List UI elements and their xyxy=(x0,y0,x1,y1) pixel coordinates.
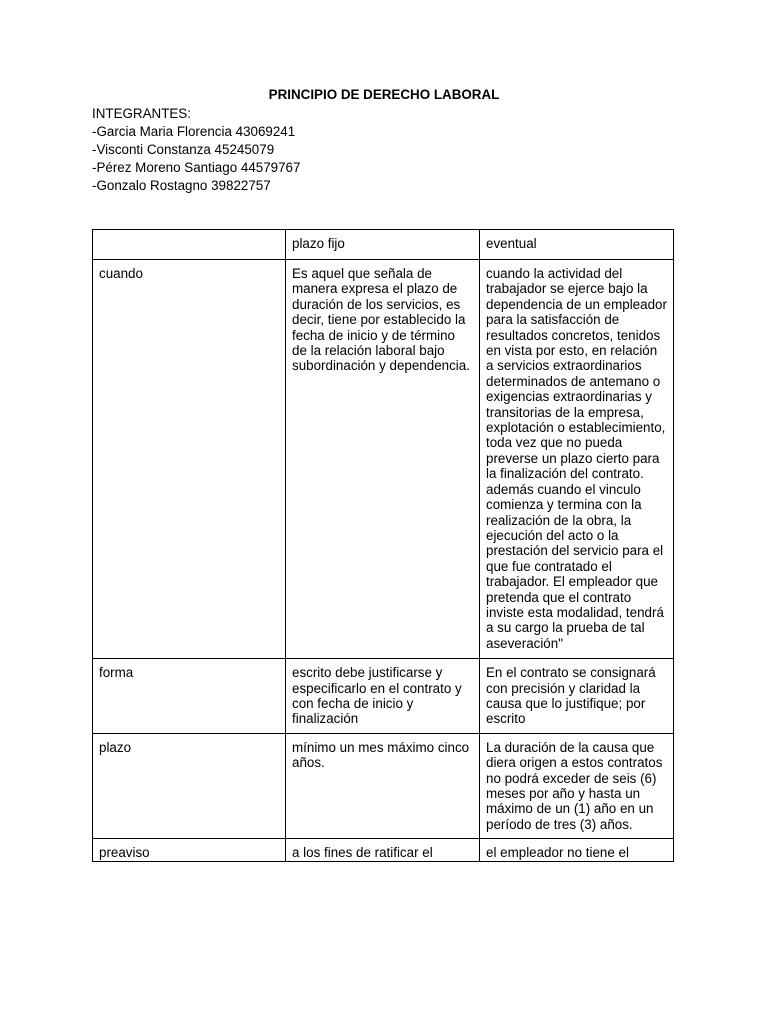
table-row xyxy=(93,260,674,659)
comparison-table xyxy=(92,229,674,862)
table-row xyxy=(93,839,674,861)
header-cell-plazo-fijo: plazo fijo xyxy=(286,230,480,260)
member-item: -Garcia Maria Florencia 43069241 xyxy=(92,124,296,139)
cell-plazo-fijo: escrito debe justificarse y especificarlo en el contrato y con fecha de inicio y finalización xyxy=(286,659,480,734)
member-item: -Pérez Moreno Santiago 44579767 xyxy=(92,160,301,175)
table-row xyxy=(93,659,674,734)
cell-eventual: cuando la actividad del trabajador se ejerce bajo la dependencia de un empleador para la satisfacción de resultados concretos, tenidos en vista por esto, en relación a servicios extraordinarios determinados de antemano o exigencias extraordinarias y transitorias de la empresa, explotación o establecimiento, toda vez que no pueda preverse un plazo cierto para la finalización del contrato. además cuando el vinculo comienza y termina con la realización de la obra, la ejecución del acto o la prestación del servicio para el que fue contratado el trabajador. El empleador que pretenda que el contrato inviste esta modalidad, tendrá a su cargo la prueba de tal aseveración" xyxy=(480,260,674,659)
member-item: -Visconti Constanza 45245079 xyxy=(92,142,275,157)
header-cell-empty xyxy=(93,230,286,260)
members-block xyxy=(92,105,300,195)
header-cell-eventual: eventual xyxy=(480,230,674,260)
members-heading: INTEGRANTES: xyxy=(92,106,191,121)
table-header-row xyxy=(93,230,674,260)
cell-plazo-fijo: mínimo un mes máximo cinco años. xyxy=(286,733,480,838)
row-label: preaviso xyxy=(93,839,286,861)
row-label: forma xyxy=(93,659,286,734)
cell-eventual: En el contrato se consignará con precisión y claridad la causa que lo justifique; por escrito xyxy=(480,659,674,734)
table-row xyxy=(93,733,674,838)
cell-plazo-fijo: Es aquel que señala de manera expresa el plazo de duración de los servicios, es decir, tiene por establecido la fecha de inicio y de término de la relación laboral bajo subordinación y dependencia. xyxy=(286,260,480,659)
cell-eventual: el empleador no tiene el xyxy=(480,839,674,861)
document-title: PRINCIPIO DE DERECHO LABORAL xyxy=(268,87,500,102)
member-item: -Gonzalo Rostagno 39822757 xyxy=(92,178,271,193)
cell-plazo-fijo: a los fines de ratificar el xyxy=(286,839,480,861)
row-label: cuando xyxy=(93,260,286,659)
row-label: plazo xyxy=(93,733,286,838)
cell-eventual: La duración de la causa que diera origen a estos contratos no podrá exceder de seis (6) meses por año y hasta un máximo de un (1) año en un período de tres (3) años. xyxy=(480,733,674,838)
